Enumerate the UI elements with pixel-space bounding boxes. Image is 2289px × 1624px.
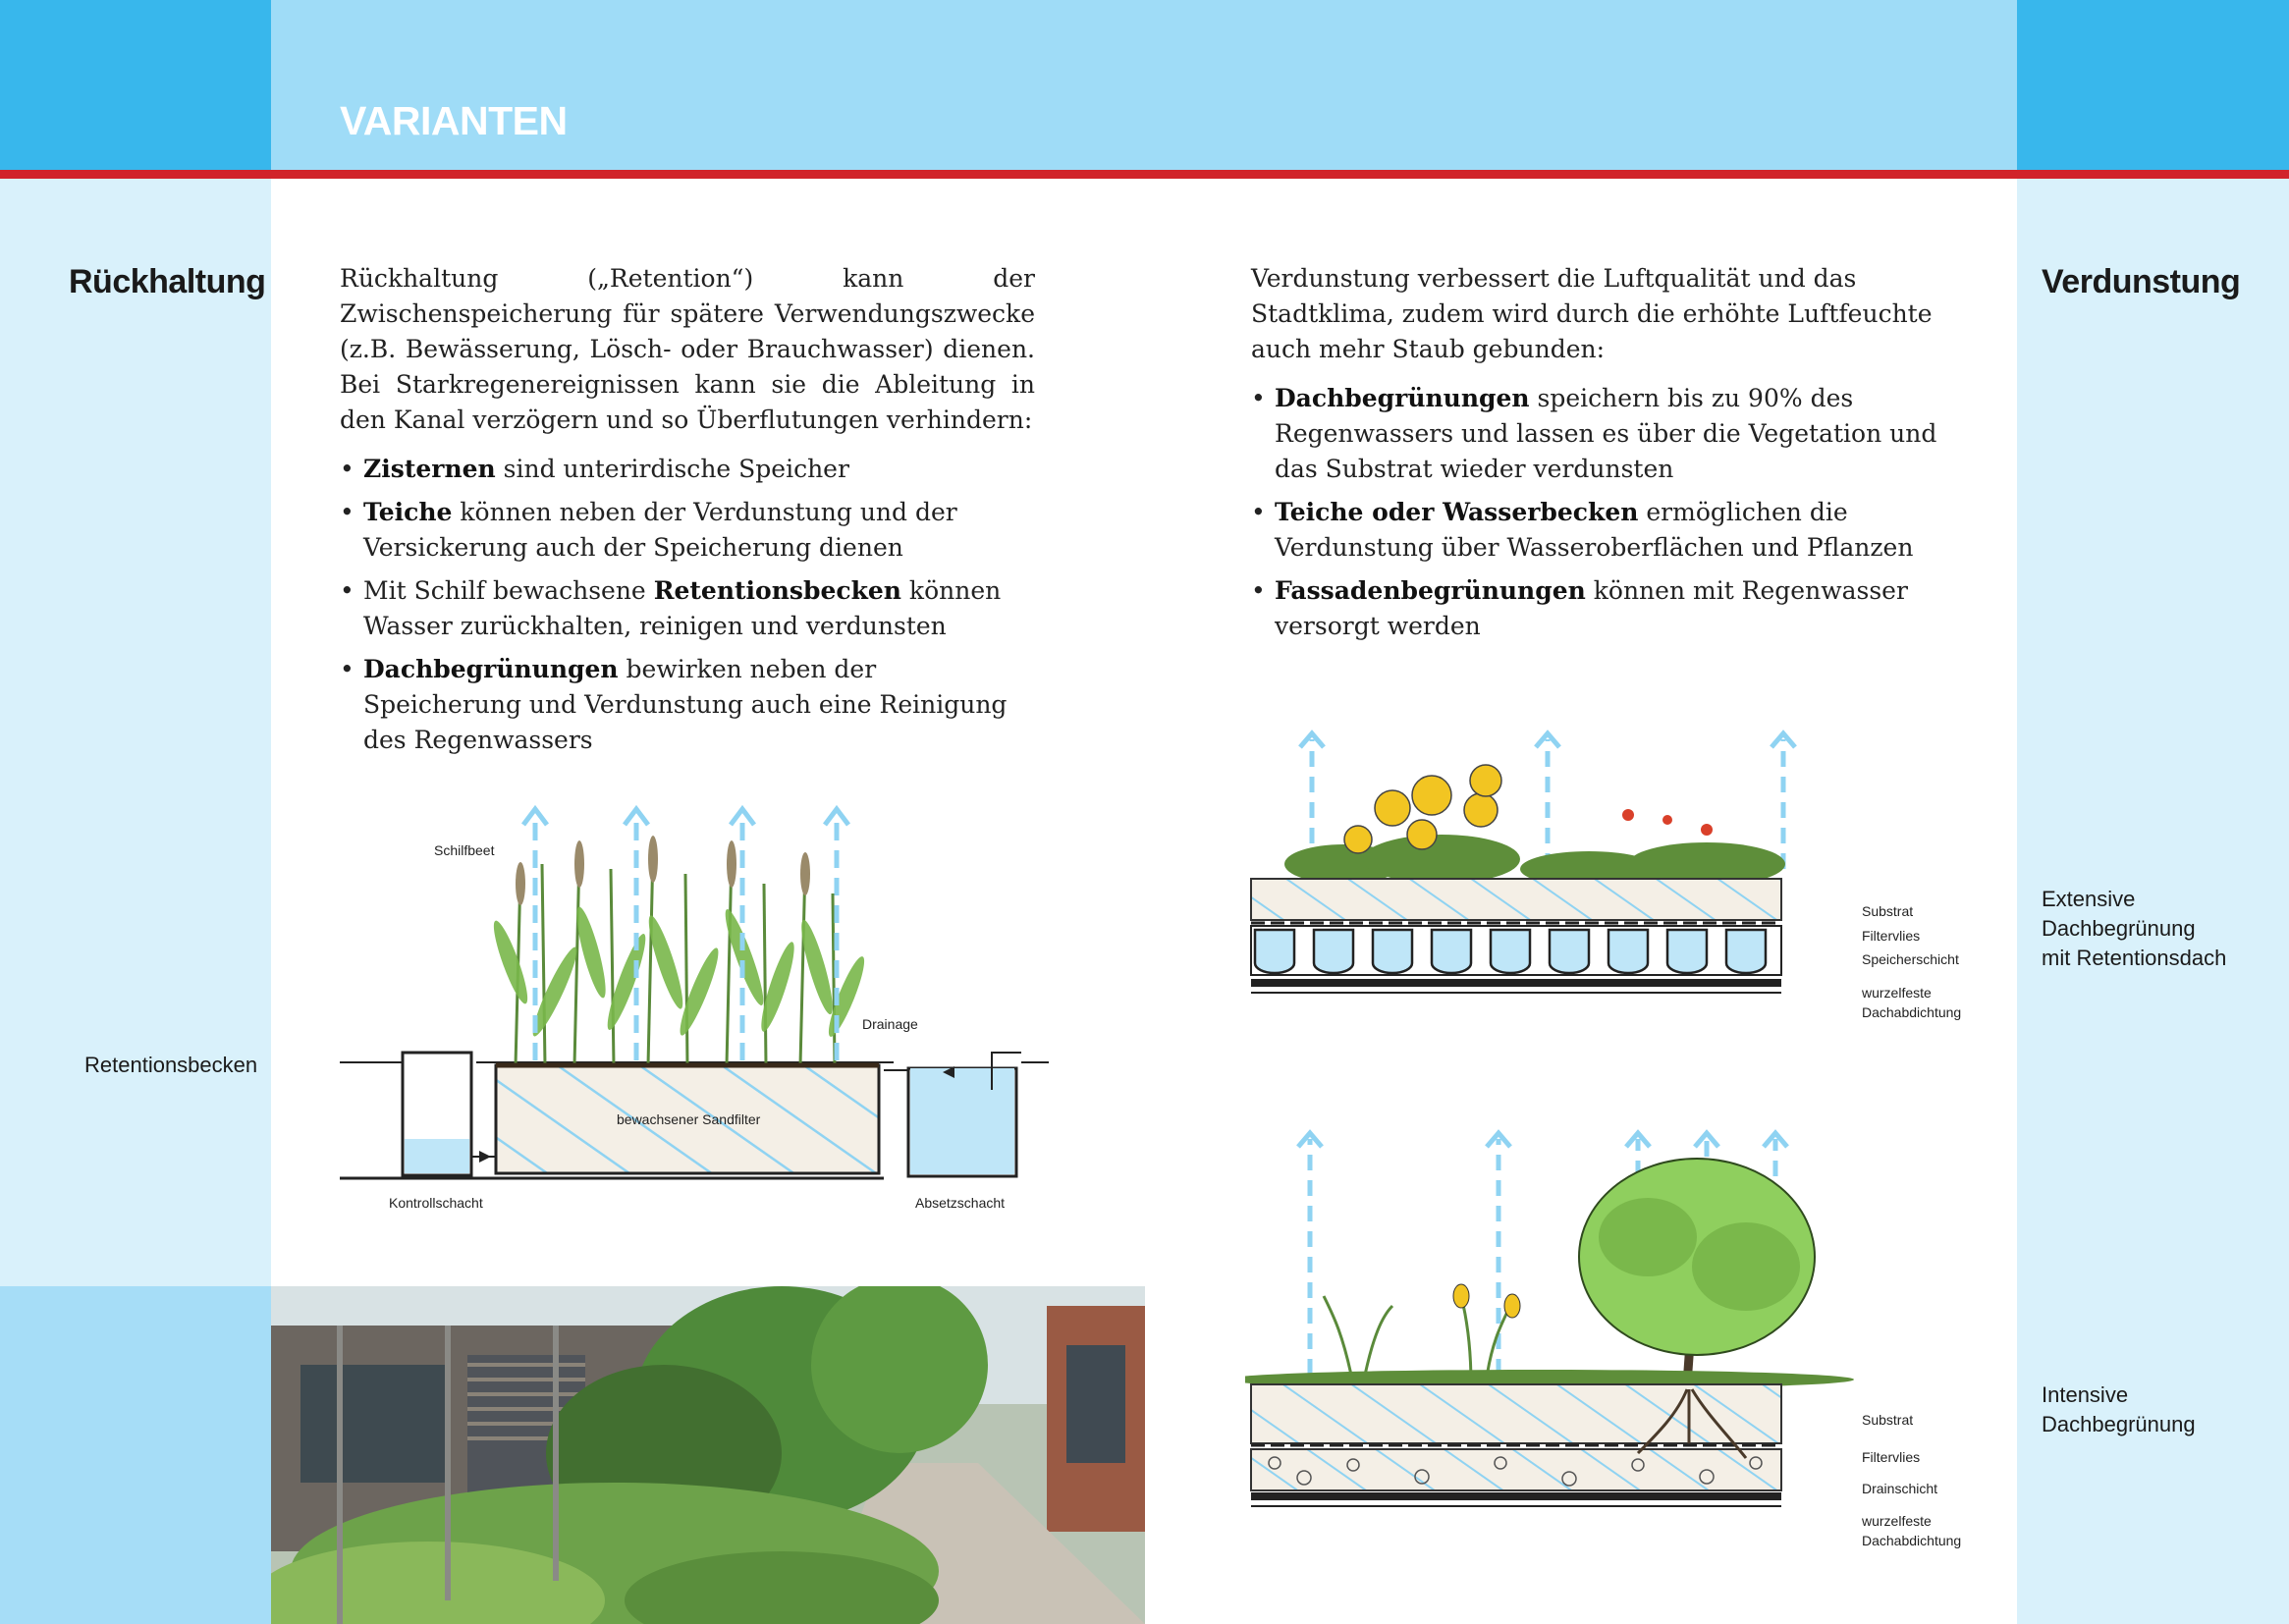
retentionsbecken-label: Retentionsbecken [84, 1053, 258, 1077]
intensive-layer-drainschicht: Drainschicht [1862, 1481, 1938, 1496]
extensive-label-line-1: Extensive [2042, 887, 2136, 911]
drainage-label: Drainage [862, 1016, 918, 1032]
extensive-roof-diagram [1245, 722, 1854, 1016]
list-item: • Mit Schilf bewachsene Retentionsbecken können Wasser zurückhalten, reinigen und verdunsten [340, 573, 1035, 644]
extensive-layer-wurzelfeste: wurzelfeste [1862, 985, 1932, 1001]
header-left-block [0, 0, 271, 170]
intensive-layer-substrat: Substrat [1862, 1412, 1914, 1428]
retention-basin-diagram [334, 795, 1061, 1218]
right-text-block [1251, 261, 1950, 652]
list-item: • Dachbegrünungen bewirken neben der Speicherung und Verdunstung auch eine Reinigung des Regenwassers [340, 652, 1035, 758]
list-item: • Dachbegrünungen speichern bis zu 90% des Regenwassers und lassen es über die Vegetation und das Substrat wieder verdunsten [1251, 381, 1950, 487]
intensive-roof-diagram [1245, 1119, 1854, 1542]
left-heading: Rückhaltung [69, 263, 266, 300]
intensive-layer-dachabdichtung: Dachabdichtung [1862, 1533, 1962, 1548]
intensive-layer-wurzelfeste: wurzelfeste [1862, 1513, 1932, 1529]
sandfilter-label: bewachsener Sandfilter [617, 1111, 761, 1127]
intensive-label [2042, 1380, 2196, 1439]
right-bullet-list [1251, 381, 1950, 644]
right-heading: Verdunstung [2042, 263, 2241, 300]
extensive-layer-substrat: Substrat [1862, 903, 1914, 919]
extensive-layer-dachabdichtung: Dachabdichtung [1862, 1004, 1962, 1020]
left-intro: Rückhaltung („Retention“) kann der Zwischenspeicherung für spätere Verwendungszwecke (z.B. Bewässerung, Lösch- oder Brauchwasser) dienen. Bei Starkregenereignissen kann sie die Ableitung in den Kanal verzögern und so Überflutungen verhindern: [340, 264, 1035, 434]
left-side-column-lower [0, 1286, 271, 1624]
intensive-label-line-2: Dachbegrünung [2042, 1412, 2196, 1436]
extensive-layer-filtervlies: Filtervlies [1862, 928, 1921, 944]
list-item: • Fassadenbegrünungen können mit Regenwasser versorgt werden [1251, 573, 1950, 644]
extensive-label [2042, 885, 2226, 973]
retention-basin-photo [271, 1286, 1145, 1624]
header-right-block [2017, 0, 2289, 170]
list-item: • Zisternen sind unterirdische Speicher [340, 452, 1035, 487]
list-item: • Teiche können neben der Verdunstung und der Versickerung auch der Speicherung dienen [340, 495, 1035, 566]
kontrollschacht-label: Kontrollschacht [389, 1195, 483, 1211]
left-text-block [340, 261, 1035, 766]
list-item: • Teiche oder Wasserbecken ermöglichen die Verdunstung über Wasseroberflächen und Pflanzen [1251, 495, 1950, 566]
absetzschacht-label: Absetzschacht [915, 1195, 1006, 1211]
extensive-label-line-3: mit Retentionsdach [2042, 946, 2227, 970]
schilfbeet-label: Schilfbeet [434, 842, 495, 858]
header-band [271, 0, 2017, 170]
left-side-column [0, 179, 271, 1286]
header-red-rule [0, 170, 2289, 179]
page-title: VARIANTEN [340, 98, 568, 143]
intensive-label-line-1: Intensive [2042, 1382, 2129, 1407]
right-intro: Verdunstung verbessert die Luftqualität und das Stadtklima, zudem wird durch die erhöhte Luftfeuchte auch mehr Staub gebunden: [1251, 264, 1933, 363]
extensive-layer-speicherschicht: Speicherschicht [1862, 951, 1959, 967]
intensive-layer-filtervlies: Filtervlies [1862, 1449, 1921, 1465]
extensive-label-line-2: Dachbegrünung [2042, 916, 2196, 941]
left-bullet-list [340, 452, 1035, 758]
